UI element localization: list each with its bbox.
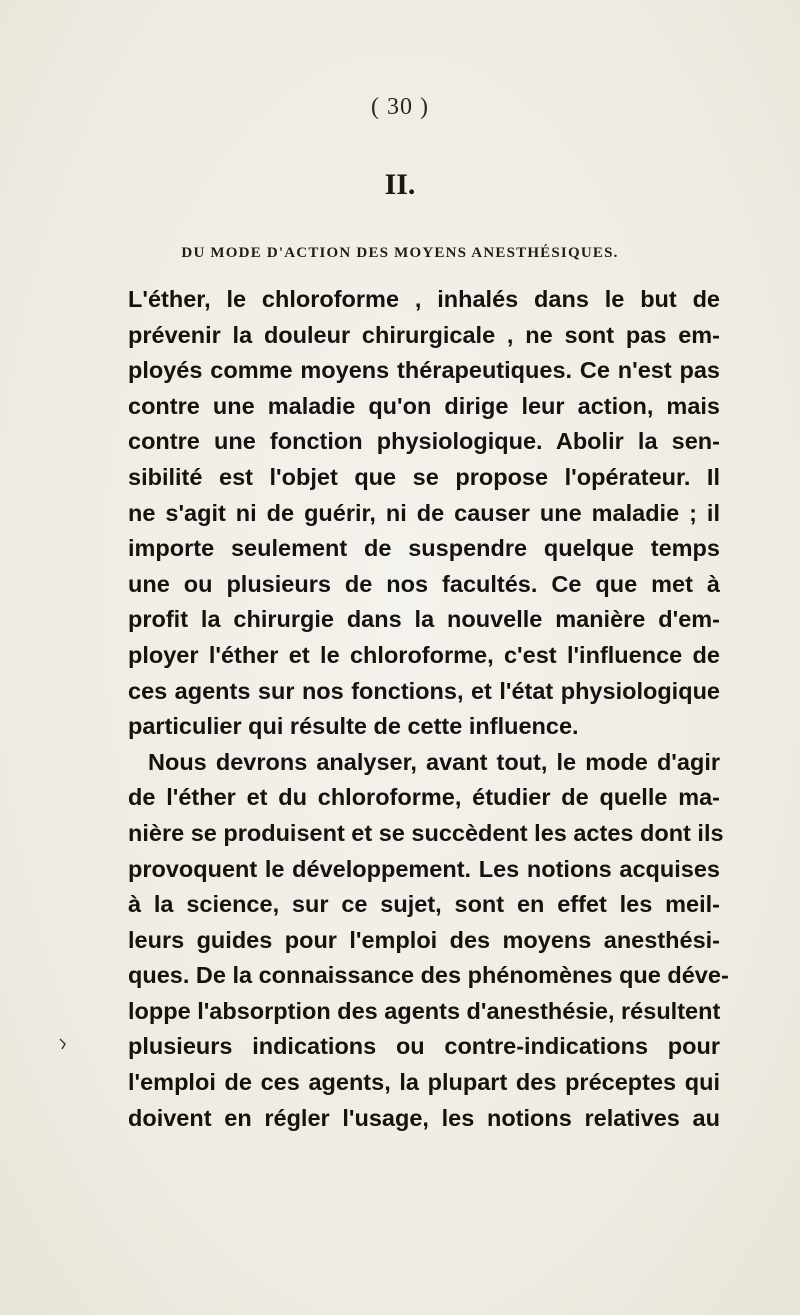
text-line: doivent en régler l'usage, les notions relatives au bbox=[128, 1104, 720, 1131]
text-line: plusieurs indications ou contre-indications pour bbox=[128, 1033, 720, 1060]
text-line: nière se produisent et se succèdent les actes dont ils bbox=[128, 819, 724, 846]
text-line: ployer l'éther et le chloroforme, c'est l'influence de bbox=[128, 641, 720, 668]
text-line: ques. De la connaissance des phénomènes que déve- bbox=[128, 962, 729, 989]
text-line: provoquent le développement. Les notions acquises bbox=[128, 855, 720, 882]
text-line: particulier qui résulte de cette influence. bbox=[128, 713, 579, 740]
text-line: ces agents sur nos fonctions, et l'état physiologique bbox=[128, 677, 720, 704]
text-line: l'emploi de ces agents, la plupart des préceptes qui bbox=[128, 1069, 720, 1096]
paragraph-1 bbox=[128, 282, 720, 745]
text-line: de l'éther et du chloroforme, étudier de quelle ma- bbox=[128, 784, 720, 811]
ink-speck-icon bbox=[58, 1038, 68, 1050]
text-line: ployés comme moyens thérapeutiques. Ce n'est pas bbox=[128, 357, 720, 384]
text-line: Nous devrons analyser, avant tout, le mode d'agir bbox=[148, 748, 720, 775]
text-line: profit la chirurgie dans la nouvelle manière d'em- bbox=[128, 606, 720, 633]
paragraph-2 bbox=[128, 745, 729, 1137]
text-line: ne s'agit ni de guérir, ni de causer une maladie ; il bbox=[128, 499, 720, 526]
section-number: II. bbox=[384, 168, 416, 201]
text-line: L'éther, le chloroforme , inhalés dans le but de bbox=[128, 286, 720, 312]
page-number: ( 30 ) bbox=[371, 94, 429, 120]
section-title: DU MODE D'ACTION DES MOYENS ANESTHÉSIQUES. bbox=[181, 245, 619, 261]
text-line: contre une fonction physiologique. Abolir la sen- bbox=[128, 428, 720, 455]
text-line: leurs guides pour l'emploi des moyens anesthési- bbox=[128, 926, 720, 953]
text-line: une ou plusieurs de nos facultés. Ce que met à bbox=[128, 570, 720, 597]
text-line: sibilité est l'objet que se propose l'opérateur. Il bbox=[128, 463, 720, 490]
text-line: importe seulement de suspendre quelque temps bbox=[128, 535, 720, 562]
text-line: à la science, sur ce sujet, sont en effet les meil- bbox=[128, 891, 720, 918]
text-line: contre une maladie qu'on dirige leur action, mais bbox=[128, 392, 720, 419]
text-line: prévenir la douleur chirurgicale , ne sont pas em- bbox=[128, 321, 720, 348]
body-text bbox=[128, 282, 729, 1136]
text-line: loppe l'absorption des agents d'anesthésie, résultent bbox=[128, 997, 721, 1024]
